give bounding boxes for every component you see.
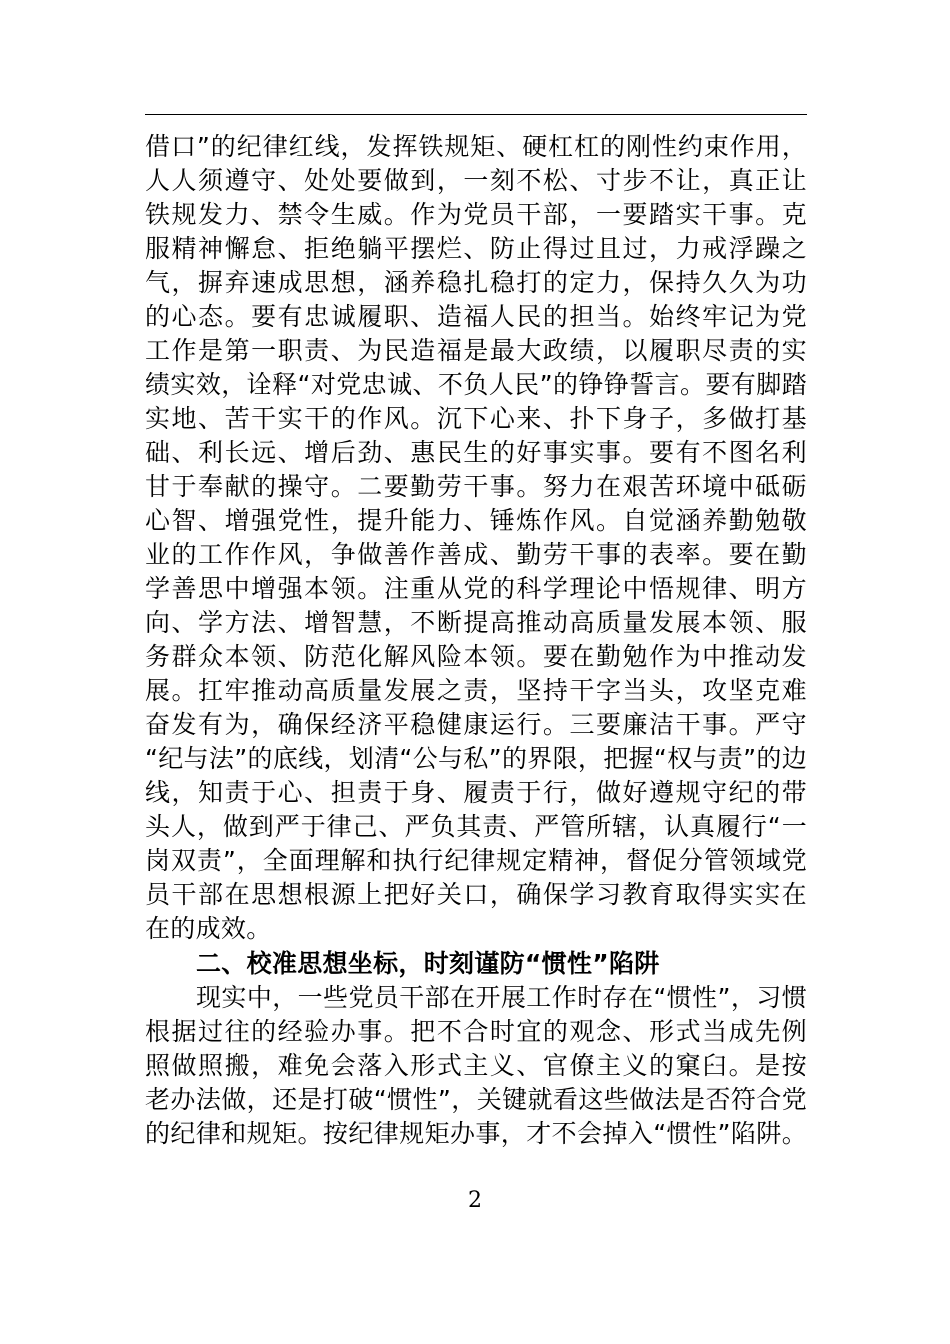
section-heading: 二、校准思想坐标，时刻谨防“惯性”陷阱	[196, 949, 660, 978]
body-line: 展。扛牢推动高质量发展之责，坚持干字当头，攻坚克难	[145, 676, 807, 705]
section-line: 根据过往的经验办事。把不合时宜的观念、形式当成先例	[145, 1017, 807, 1046]
body-line: 心智、增强党性，提升能力、锤炼作风。自觉涵养勤勉敬	[145, 506, 807, 535]
section-line: 老办法做，还是打破“惯性”，关键就看这些做法是否符合党	[145, 1085, 807, 1114]
header-rule	[145, 114, 807, 115]
body-line: 铁规发力、禁令生威。作为党员干部，一要踏实干事。克	[145, 200, 807, 229]
body-line: 线，知责于心、担责于身、履责于行，做好遵规守纪的带	[145, 778, 807, 807]
body-line: 实地、苦干实干的作风。沉下心来、扑下身子，多做打基	[145, 404, 807, 433]
body-line: 甘于奉献的操守。二要勤劳干事。努力在艰苦环境中砥砺	[145, 472, 807, 501]
body-line: 借口”的纪律红线，发挥铁规矩、硬杠杠的刚性约束作用，	[145, 132, 807, 161]
body-line: 工作是第一职责、为民造福是最大政绩，以履职尽责的实	[145, 336, 807, 365]
body-line: 向、学方法、增智慧，不断提高推动高质量发展本领、服	[145, 608, 807, 637]
body-line: 绩实效，诠释“对党忠诚、不负人民”的铮铮誓言。要有脚踏	[145, 370, 807, 399]
body-line: 业的工作作风，争做善作善成、勤劳干事的表率。要在勤	[145, 540, 807, 569]
body-line: 的心态。要有忠诚履职、造福人民的担当。始终牢记为党	[145, 302, 807, 331]
body-line: 岗双责”，全面理解和执行纪律规定精神，督促分管领域党	[145, 846, 807, 875]
body-line: 务群众本领、防范化解风险本领。要在勤勉作为中推动发	[145, 642, 807, 671]
body-line: 础、利长远、增后劲、惠民生的好事实事。要有不图名利	[145, 438, 807, 467]
body-line: 员干部在思想根源上把好关口，确保学习教育取得实实在	[145, 880, 807, 909]
section-line: 照做照搬，难免会落入形式主义、官僚主义的窠臼。是按	[145, 1051, 807, 1080]
section-line: 现实中，一些党员干部在开展工作时存在“惯性”，习惯	[196, 983, 807, 1012]
body-line: 在的成效。	[145, 914, 272, 943]
body-line: 学善思中增强本领。注重从党的科学理论中悟规律、明方	[145, 574, 807, 603]
body-line: 头人，做到严于律己、严负其责、严管所辖，认真履行“一	[145, 812, 807, 841]
body-line: “纪与法”的底线，划清“公与私”的界限，把握“权与责”的边	[145, 744, 807, 773]
body-line: 人人须遵守、处处要做到，一刻不松、寸步不让，真正让	[145, 166, 807, 195]
page-number: 2	[468, 1188, 482, 1213]
body-line: 服精神懈怠、拒绝躺平摆烂、防止得过且过，力戒浮躁之	[145, 234, 807, 263]
section-line: 的纪律和规矩。按纪律规矩办事，才不会掉入“惯性”陷阱。	[145, 1119, 807, 1148]
body-line: 奋发有为，确保经济平稳健康运行。三要廉洁干事。严守	[145, 710, 807, 739]
body-line: 气，摒弃速成思想，涵养稳扎稳打的定力，保持久久为功	[145, 268, 807, 297]
